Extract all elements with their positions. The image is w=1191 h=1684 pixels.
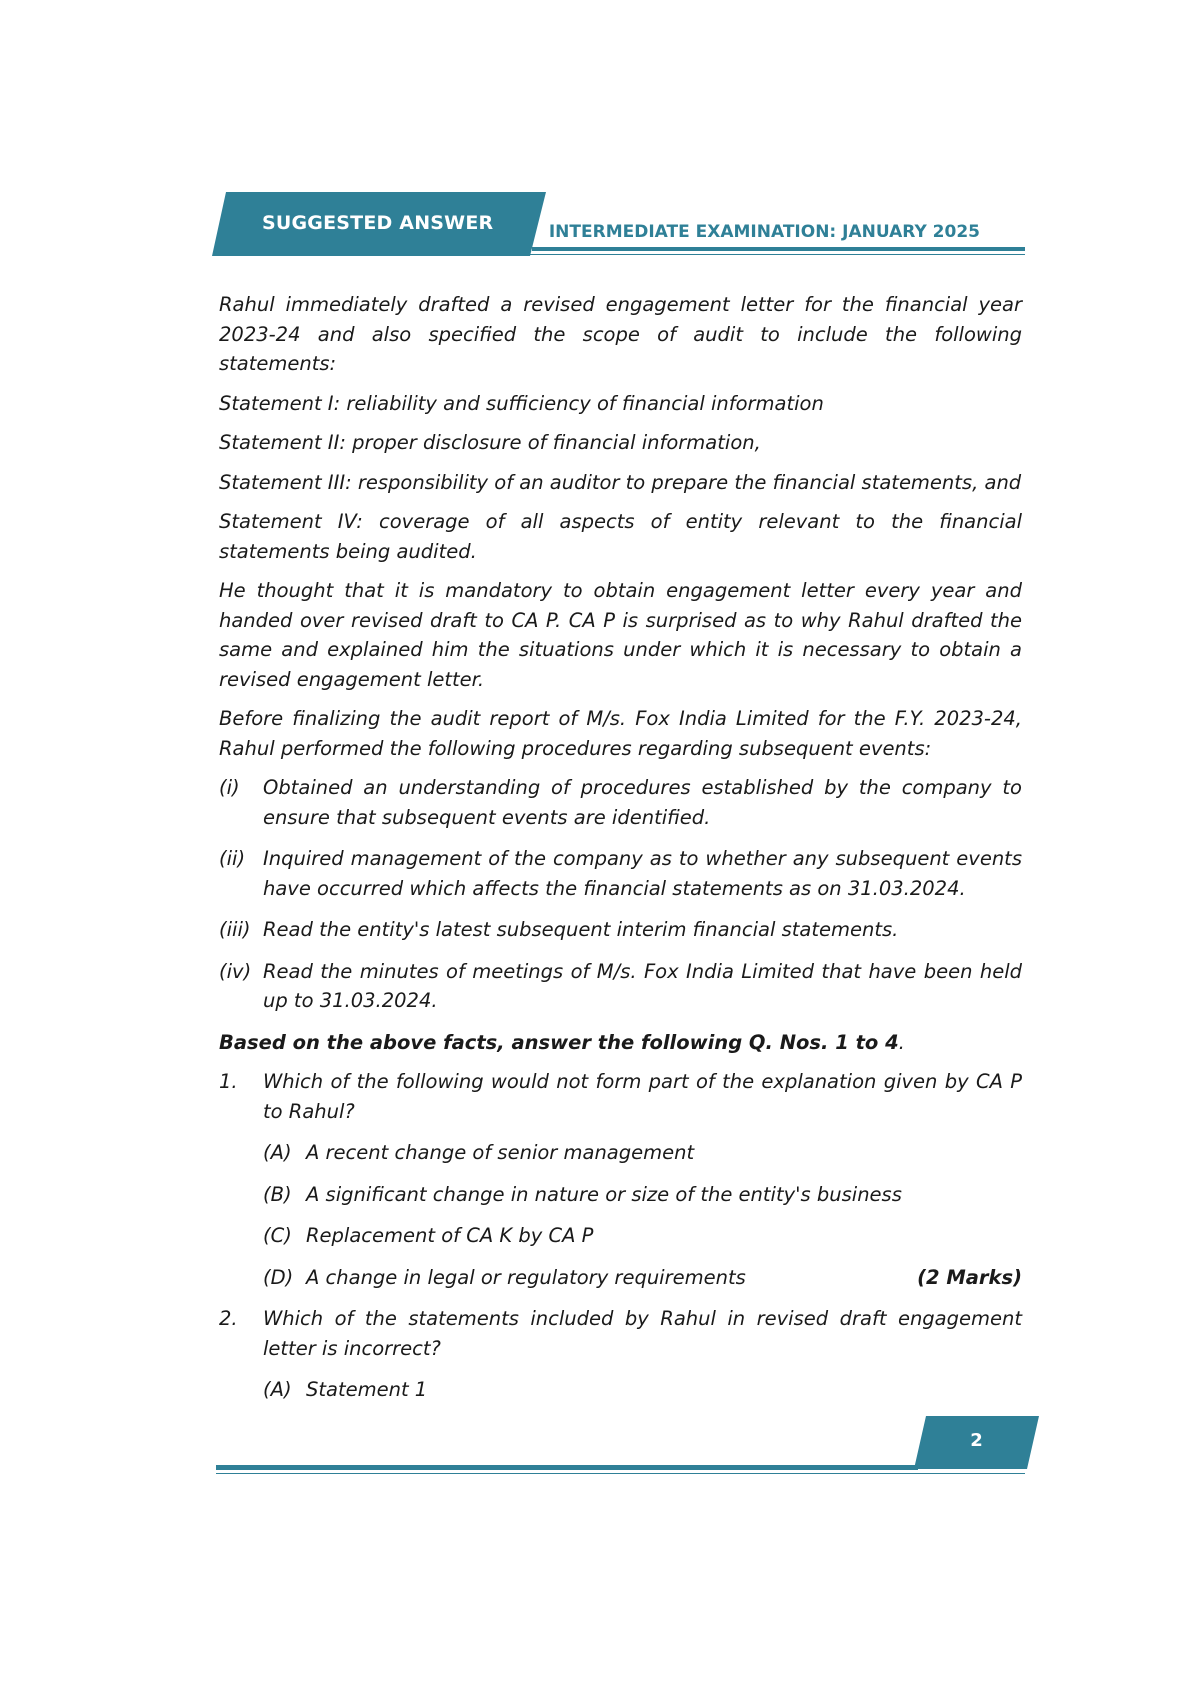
paragraph-subsequent-events: Before finalizing the audit report of M/s. Fox India Limited for the F.Y. 2023-24, Rahul performed the following procedures regarding subsequent events: [219, 707, 1022, 760]
footer-rule-thin [216, 1473, 1025, 1474]
option-text: Statement 1 [306, 1378, 428, 1401]
instruction-end: . [898, 1030, 905, 1054]
option-label: (D) [263, 1265, 294, 1289]
exam-title: INTERMEDIATE EXAMINATION: JANUARY 2025 [548, 222, 980, 242]
option-label: (A) [263, 1141, 292, 1164]
option-text: A change in legal or regulatory requirements [306, 1265, 746, 1289]
procedure-number: (iv) [219, 959, 252, 983]
procedure-item [219, 773, 1022, 832]
marks-label: (2 Marks) [917, 1265, 1022, 1289]
procedure-text: Read the entity's latest subsequent interim financial statements. [263, 918, 899, 941]
option-label: (B) [263, 1182, 292, 1206]
question-text: Which of the statements included by Rahul in revised draft engagement letter is incorrect? [263, 1307, 1022, 1360]
question-text: Which of the following would not form part of the explanation given by CA P to Rahul? [263, 1070, 1022, 1123]
page-number: 2 [970, 1430, 983, 1451]
header-tab-label: SUGGESTED ANSWER [262, 212, 494, 234]
question-number: 1. [219, 1070, 238, 1093]
document-body [219, 290, 1022, 1417]
procedure-number: (i) [219, 776, 240, 799]
option-text: A significant change in nature or size of the entity's business [306, 1182, 902, 1206]
header-rule-thin [530, 254, 1025, 255]
procedure-item [219, 957, 1022, 1016]
option-item [263, 1138, 1022, 1168]
statement-2: Statement II: proper disclosure of financial information, [219, 431, 761, 454]
option-text: Replacement of CA K by CA P [306, 1224, 594, 1247]
procedure-text: Obtained an understanding of procedures established by the company to ensure that subsequent events are identified. [263, 776, 1022, 829]
procedure-item [219, 844, 1022, 903]
option-item [263, 1375, 1022, 1405]
question-1 [219, 1067, 1022, 1126]
statement-3: Statement III: responsibility of an auditor to prepare the financial statements, and [219, 470, 1022, 494]
procedure-number: (iii) [219, 918, 251, 941]
option-text: A recent change of senior management [306, 1141, 695, 1164]
statement-1: Statement I: reliability and sufficiency of financial information [219, 391, 824, 415]
option-label: (A) [263, 1378, 292, 1401]
question-number: 2. [219, 1307, 238, 1330]
option-item [263, 1221, 1022, 1251]
option-label: (C) [263, 1224, 292, 1247]
procedure-text: Inquired management of the company as to whether any subsequent events have occurred which affects the financial statements as on 31.03.2024. [263, 847, 1022, 900]
procedure-number: (ii) [219, 847, 246, 870]
option-item [263, 1180, 1022, 1210]
option-item [263, 1263, 1022, 1293]
paragraph-engagement: He thought that it is mandatory to obtain engagement letter every year and handed over revised draft to CA P. CA P is surprised as to why Rahul drafted the same and explained him the situations under which it is necessary to obtain a revised engagement letter. [219, 579, 1022, 691]
question-2 [219, 1304, 1022, 1363]
header-rule [532, 247, 1025, 251]
footer-rule [216, 1465, 918, 1470]
intro-paragraph: Rahul immediately drafted a revised engagement letter for the financial year 2023-24 and also specified the scope of audit to include the following statements: [219, 293, 1022, 375]
procedure-text: Read the minutes of meetings of M/s. Fox India Limited that have been held up to 31.03.2024. [263, 959, 1022, 1012]
instruction-line [219, 1028, 1022, 1058]
procedure-item [219, 915, 1022, 945]
instruction-text: Based on the above facts, answer the following Q. Nos. 1 to 4 [219, 1030, 899, 1054]
statement-4: Statement IV: coverage of all aspects of entity relevant to the financial statements being audited. [219, 510, 1022, 563]
